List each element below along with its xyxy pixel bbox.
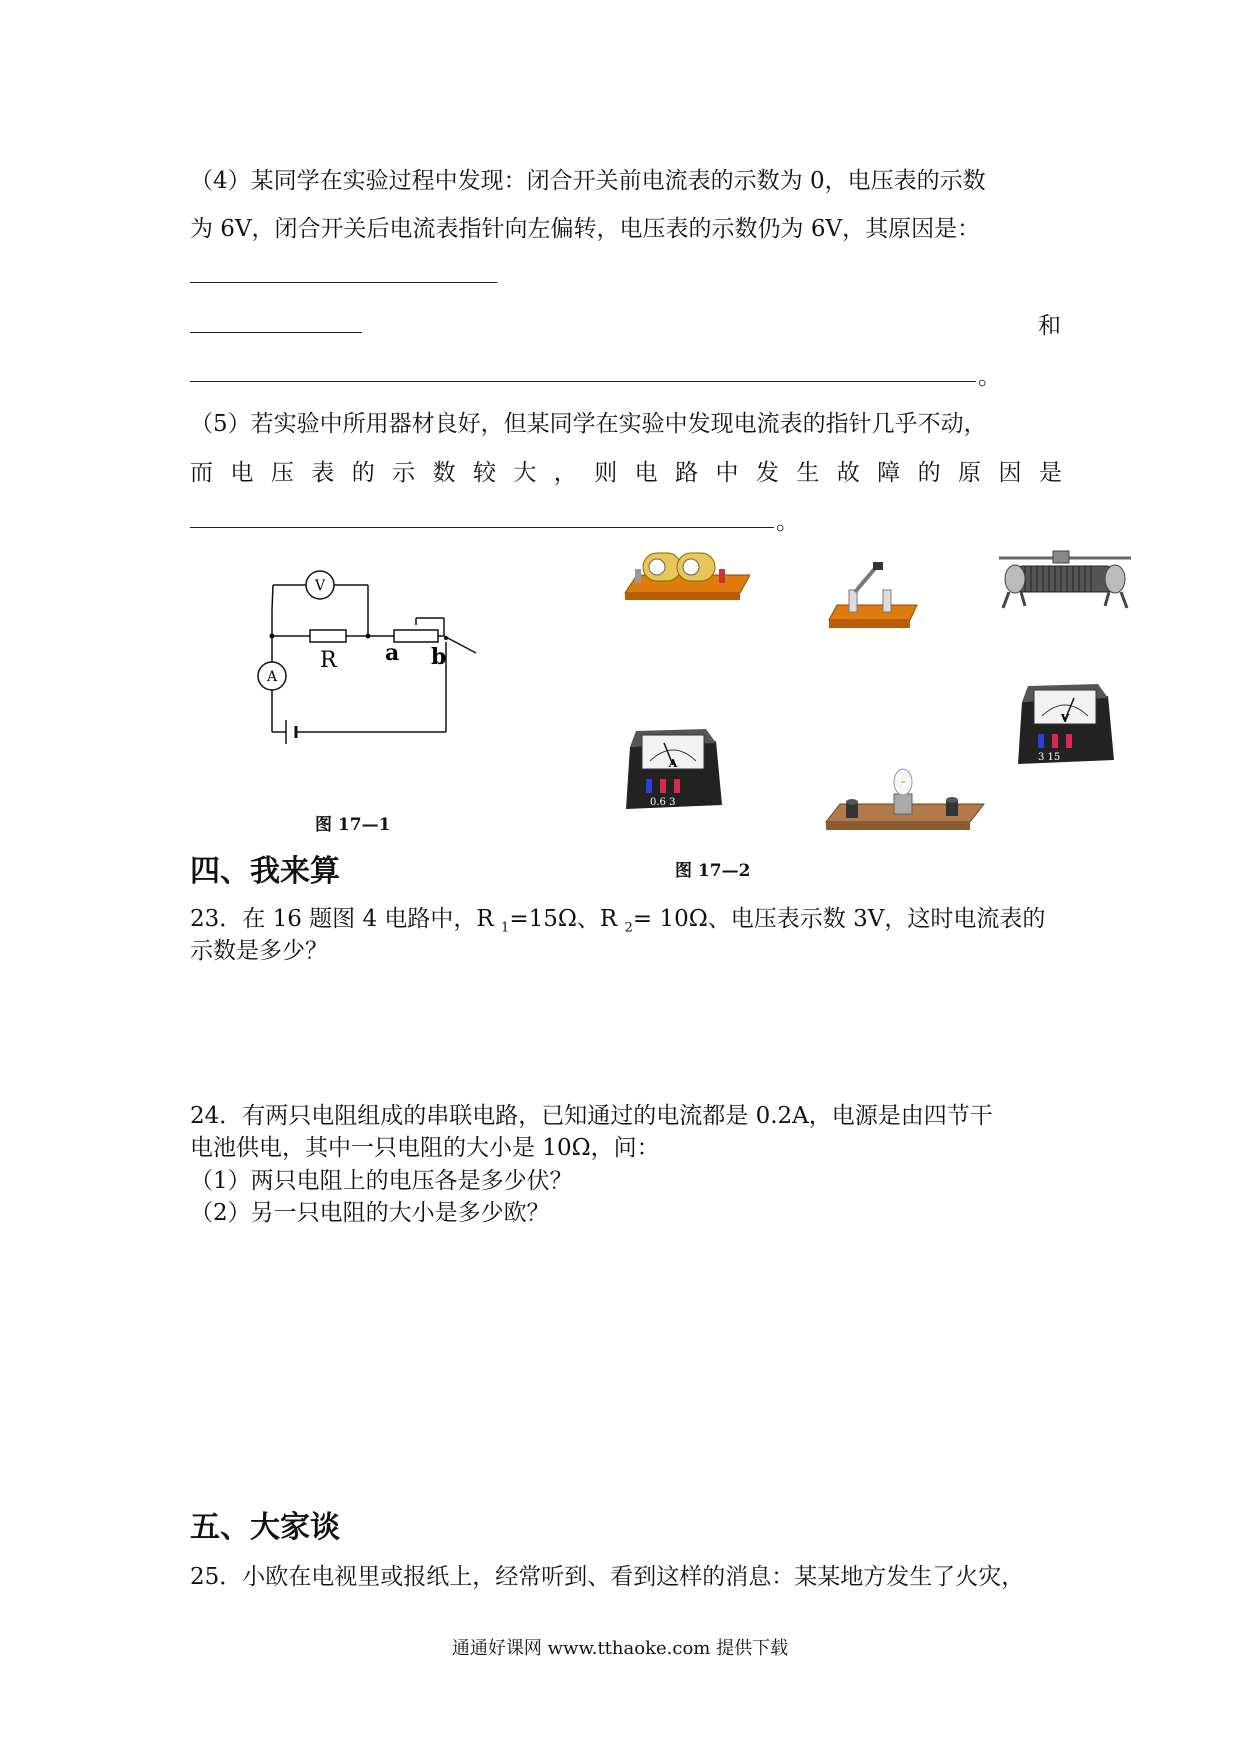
q23-line1: [190, 900, 1045, 936]
and-word: 和: [1038, 313, 1061, 339]
answer-blank-2[interactable]: [190, 332, 362, 333]
q24-line2: 电池供电，其中一只电阻的大小是 10Ω，问：: [190, 1135, 660, 1161]
q23-sub-2: 2: [624, 920, 633, 936]
lamp-board-illustration: [820, 762, 990, 837]
char: 障: [877, 460, 901, 486]
char: 则: [594, 460, 618, 486]
q25-line1: 25．小欧在电视里或报纸上，经常听到、看到这样的消息：某某地方发生了火灾，: [190, 1564, 1025, 1590]
char: ，: [553, 460, 577, 486]
section4-title: 四、我来算: [190, 854, 340, 889]
point-a-label: a: [385, 640, 400, 666]
char: 生: [796, 460, 820, 486]
q23-text-b: =15Ω、R: [509, 906, 625, 932]
ammeter-terminals-label: 0.6 3: [650, 797, 676, 808]
char: 原: [958, 460, 982, 486]
period-mark-1: 。: [978, 364, 1001, 390]
ammeter-label: A: [266, 669, 278, 685]
voltmeter-face-label: V: [1060, 712, 1070, 725]
q23-text-c: = 10Ω、电压表示数 3V，这时电流表的: [632, 906, 1046, 932]
q22-part4-line1: （4）某同学在实验过程中发现：闭合开关前电流表的示数为 0，电压表的示数: [190, 168, 986, 194]
figure1-caption: 图 17—1: [315, 815, 391, 835]
point-b-label: b: [431, 644, 447, 670]
q23-sub-1: 1: [501, 920, 510, 936]
char: 是: [1038, 460, 1062, 486]
char: 数: [432, 460, 456, 486]
char: 压: [270, 460, 294, 486]
answer-blank-4[interactable]: [190, 527, 774, 528]
q24-sub1: （1）两只电阻上的电压各是多少伏？: [190, 1168, 573, 1194]
resistor-label: R: [320, 648, 337, 673]
battery-holder-illustration: [615, 545, 750, 605]
char: 路: [675, 460, 699, 486]
voltmeter-terminals-label: 3 15: [1038, 752, 1061, 763]
q23-text-a: 23．在 16 题图 4 电路中，R: [190, 906, 502, 932]
char: 大: [513, 460, 537, 486]
rheostat-illustration: [995, 548, 1135, 613]
char: 表: [311, 460, 335, 486]
resistor-r-box: [310, 630, 346, 642]
voltmeter-label: V: [314, 578, 326, 594]
char: 而: [190, 460, 213, 486]
char: 发: [755, 460, 779, 486]
q22-part4-line2: 为 6V，闭合开关后电流表指针向左偏转，电压表的示数仍为 6V，其原因是：: [190, 216, 981, 242]
voltmeter-illustration: [1012, 682, 1117, 772]
char: 电: [634, 460, 658, 486]
switch-illustration: [825, 560, 920, 635]
rheostat-box: [394, 630, 438, 642]
section5-title: 五、大家谈: [190, 1510, 340, 1545]
char: 示: [392, 460, 416, 486]
switch-blade: [444, 636, 476, 653]
q24-line1: 24．有两只电阻组成的串联电路，已知通过的电流都是 0.2A，电源是由四节干: [190, 1103, 993, 1129]
q23-line2: 示数是多少？: [190, 938, 328, 964]
q22-part5-line2: [190, 454, 1062, 487]
char: 电: [230, 460, 254, 486]
q22-part5-line1: （5）若实验中所用器材良好，但某同学在实验中发现电流表的指针几乎不动，: [190, 411, 987, 437]
char: 的: [917, 460, 941, 486]
char: 故: [836, 460, 860, 486]
char: 中: [715, 460, 739, 486]
char: 因: [998, 460, 1022, 486]
period-mark-2: 。: [776, 509, 799, 535]
circuit-diagram: [240, 560, 500, 760]
figure2-caption: 图 17—2: [675, 861, 751, 881]
q24-sub2: （2）另一只电阻的大小是多少欧？: [190, 1200, 550, 1226]
answer-blank-3[interactable]: [190, 381, 976, 382]
char: 较: [472, 460, 496, 486]
ammeter-face-label: A: [668, 757, 678, 770]
char: 的: [351, 460, 375, 486]
ammeter-illustration: [620, 727, 725, 817]
footer-credit: 通通好课网 www.tthaoke.com 提供下载: [451, 1638, 789, 1659]
answer-blank-1[interactable]: [190, 282, 497, 283]
